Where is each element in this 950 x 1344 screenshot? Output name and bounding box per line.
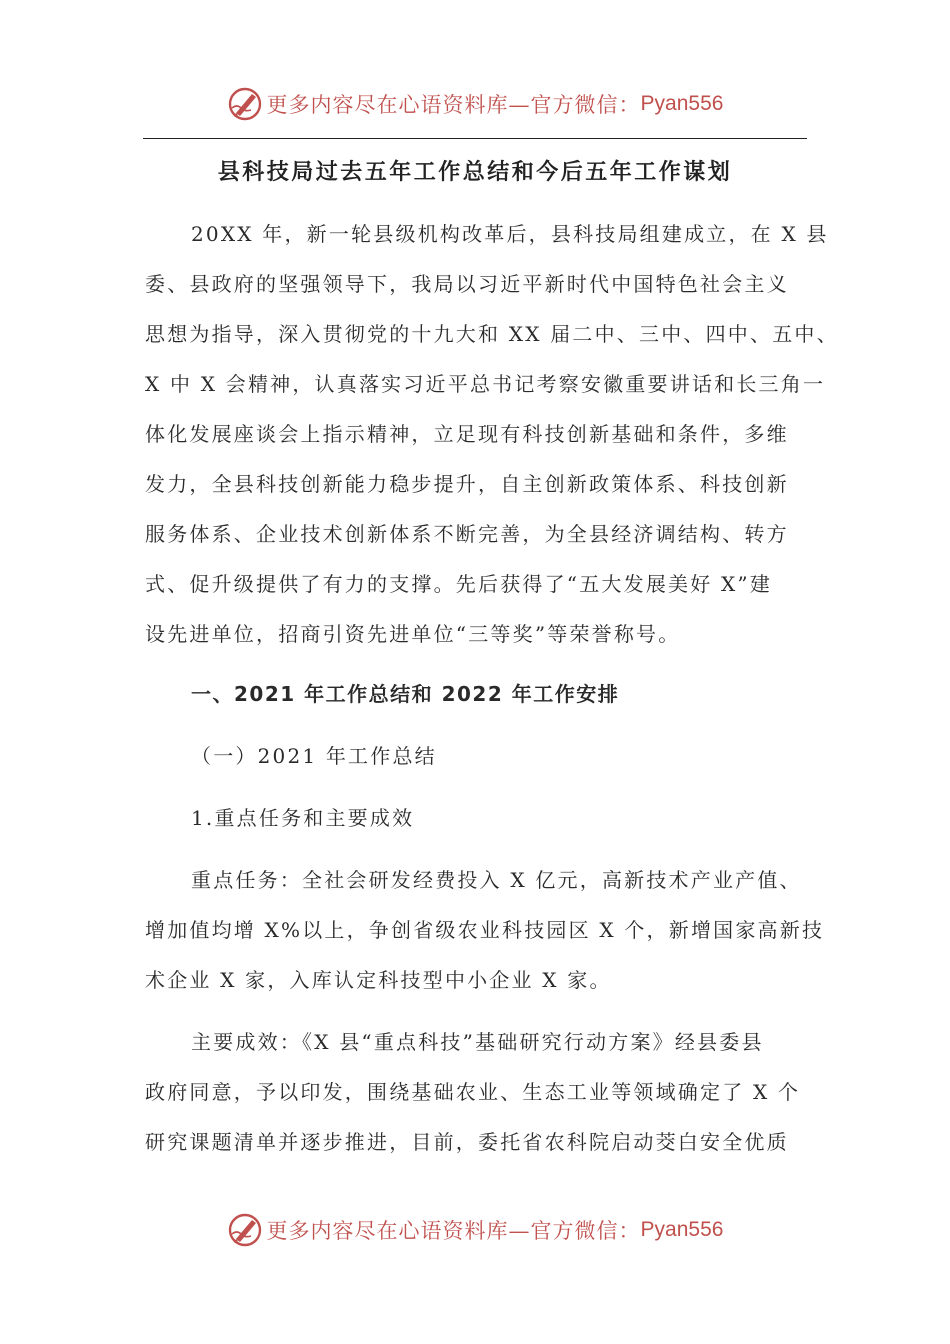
- paragraph-line: 式、促升级提供了有力的支撑。先后获得了“五大发展美好 X”建: [145, 572, 773, 596]
- watermark-wechat-id: Pyan556: [640, 92, 724, 115]
- header-watermark: [0, 84, 950, 124]
- paragraph-line: 政府同意，予以印发，围绕基础农业、生态工业等领域确定了 X 个: [145, 1080, 801, 1104]
- paragraph-line: 委、县政府的坚强领导下，我局以习近平新时代中国特色社会主义: [145, 272, 789, 296]
- watermark-text: 更多内容尽在心语资料库—官方微信：: [266, 93, 641, 117]
- paragraph-line: 重点任务：全社会研发经费投入 X 亿元，高新技术产业产值、: [191, 868, 802, 892]
- paragraph-line: 增加值均增 X%以上，争创省级农业科技园区 X 个，新增国家高新技: [145, 918, 825, 942]
- paragraph-line: 主要成效：《X 县“重点科技”基础研究行动方案》经县委县: [191, 1030, 764, 1054]
- paragraph-line: 体化发展座谈会上指示精神，立足现有科技创新基础和条件，多维: [145, 422, 789, 446]
- footer-watermark: [0, 1210, 950, 1250]
- paragraph-line: 术企业 X 家，入库认定科技型中小企业 X 家。: [145, 968, 612, 992]
- paragraph-line: X 中 X 会精神，认真落实习近平总书记考察安徽重要讲话和长三角一: [145, 372, 826, 396]
- watermark-text: 更多内容尽在心语资料库—官方微信：: [266, 1219, 641, 1243]
- section-heading: 一、2021 年工作总结和 2022 年工作安排: [191, 682, 620, 706]
- subsection-heading: （一）2021 年工作总结: [191, 744, 437, 768]
- page-title: 县科技局过去五年工作总结和今后五年工作谋划: [217, 160, 733, 185]
- item-heading: 1.重点任务和主要成效: [191, 806, 415, 830]
- paragraph-line: 思想为指导，深入贯彻党的十九大和 XX 届二中、三中、四中、五中、: [145, 322, 839, 346]
- header-divider: [143, 138, 807, 139]
- paragraph-line: 20XX 年，新一轮县级机构改革后，县科技局组建成立，在 X 县: [191, 222, 829, 246]
- paragraph-line: 服务体系、企业技术创新体系不断完善，为全县经济调结构、转方: [145, 522, 789, 546]
- pen-logo-icon: [227, 1212, 263, 1248]
- pen-logo-icon: [227, 86, 263, 122]
- paragraph-line: 研究课题清单并逐步推进，目前，委托省农科院启动茭白安全优质: [145, 1130, 789, 1154]
- paragraph-line: 发力，全县科技创新能力稳步提升，自主创新政策体系、科技创新: [145, 472, 789, 496]
- paragraph-line: 设先进单位，招商引资先进单位“三等奖”等荣誉称号。: [145, 622, 681, 646]
- watermark-wechat-id: Pyan556: [640, 1218, 724, 1241]
